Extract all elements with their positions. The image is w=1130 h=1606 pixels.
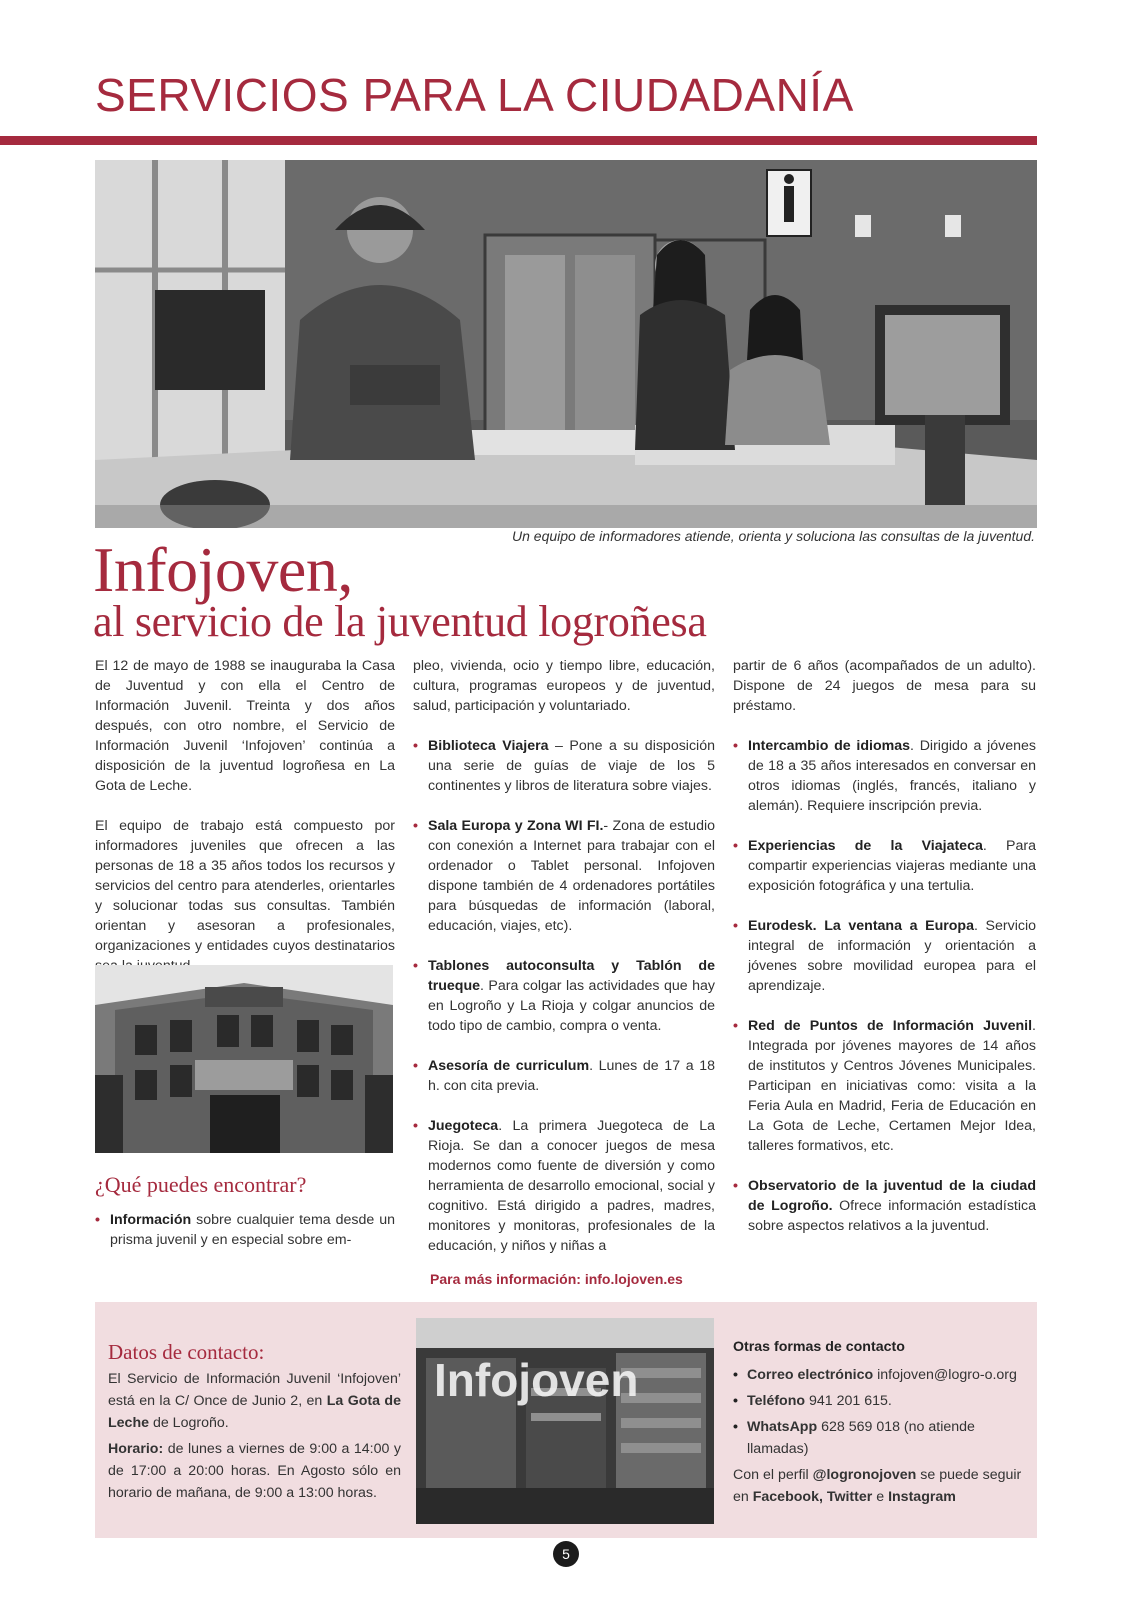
service-text: - Zona de estudio con conexión a Internet para trabajar con el ordenador o Tablet personal. Infojoven dispone también de 4 ordenadores portátiles para búsquedas de información (laboral, educación, viajes, etc).: [428, 818, 716, 934]
service-item: [413, 736, 715, 796]
social-text: [733, 1464, 1028, 1508]
social-instagram: Instagram: [888, 1489, 956, 1505]
social-networks: Facebook, Twitter: [752, 1489, 873, 1505]
service-item: [733, 1016, 1036, 1156]
service-item: [733, 916, 1036, 996]
headline-title: Infojoven,: [93, 534, 353, 605]
address-venue: La Gota de Leche: [108, 1393, 401, 1431]
section-title: SERVICIOS PARA LA CIUDADANÍA: [95, 69, 854, 121]
service-text: . La primera Juegoteca de La Rioja. Se dan a conocer juegos de mesa modernos como fuente de diversión y como herramienta de desarrollo emocional, social y cognitivo. Está dirigido a padres, madres, monitores y monitoras, profesionales de la educación, y niños y niñas a: [428, 1118, 715, 1254]
service-item: [413, 1116, 715, 1256]
social-handle[interactable]: @logronojoven: [812, 1467, 917, 1483]
service-text: . Para compartir experiencias viajeras mediante una exposición fotográfica y una tertulia.: [748, 838, 1036, 894]
shop-sign-text: Infojoven: [434, 1354, 639, 1406]
social-and: e: [872, 1489, 889, 1505]
service-text: . Servicio integral de información y orientación a jóvenes sobre movilidad europea para el aprendizaje.: [748, 918, 1036, 994]
more-info-link[interactable]: Para más información: info.lojoven.es: [430, 1271, 683, 1287]
continuation-text: partir de 6 años (acompañados de un adulto). Dispone de 24 juegos de mesa para su préstamo.: [733, 658, 1036, 714]
service-item: [413, 956, 715, 1036]
header-rule: [0, 136, 1037, 145]
contact-phone: [733, 1390, 1028, 1412]
service-text: . Lunes de 17 a 18 h. con cita previa.: [428, 1058, 715, 1094]
contact-value[interactable]: 941 201 615.: [805, 1393, 892, 1409]
service-text: . Integrada por jóvenes mayores de 14 años de institutos y Centros Jóvenes Municipales. Participan en iniciativas como: visita a la Feria Aula en Madrid, Feria de Educación en La Gota de Leche, Certamen Mejor Idea, talleres formativos, etc.: [748, 1018, 1036, 1154]
column-1-services: [95, 1210, 395, 1270]
contact-label: WhatsApp: [747, 1419, 818, 1435]
page-number: 5: [553, 1541, 579, 1567]
column-3: [733, 656, 1036, 1256]
contact-hours: [108, 1438, 401, 1504]
intro-paragraph: El equipo de trabajo está compuesto por informadores juveniles que ofrecen a las personas de 18 a 35 años todos los recursos y servicios del centro para atenderles, orientarles y solucionar todas sus consultas. También orientan y asesoran a profesionales, organizaciones y entidades cuyos destinatarios: [95, 818, 395, 954]
column-1: [95, 656, 395, 996]
address-text: El Servicio de Información Juvenil ‘Infojoven’ está en la C/ Once de Junio 2, en: [108, 1371, 401, 1409]
service-item: [733, 1176, 1036, 1236]
other-contact: [733, 1336, 1028, 1508]
photo-caption: Un equipo de informadores atiende, orienta y soluciona las consultas de la juventud.: [512, 528, 1035, 544]
service-text: . Para colgar las actividades que hay en Logroño y La Rioja y colgar anuncios de todo tipo de cambio, compra o venta.: [428, 978, 715, 1034]
contact-whatsapp: [733, 1416, 1028, 1460]
infojoven-office-photo: [416, 1318, 714, 1524]
contact-title: Datos de contacto:: [108, 1340, 265, 1364]
social-pre: Con el perfil: [733, 1467, 813, 1483]
service-name: Tablones autoconsulta y Tablón de trueque: [428, 958, 715, 994]
service-name: Observatorio de la juventud de la ciudad de Logroño.: [748, 1178, 1036, 1214]
hours-label: Horario:: [108, 1441, 164, 1457]
service-item: [733, 836, 1036, 896]
headline-subtitle: al servicio de la juventud logroñesa: [93, 597, 707, 646]
team-photo: [95, 160, 1037, 528]
service-name: Biblioteca Viajera: [428, 738, 549, 754]
social-mid: se puede seguir en: [733, 1467, 1022, 1505]
service-item: [413, 816, 715, 936]
service-text: Ofrece información estadística sobre aspectos relativos a la juventud.: [748, 1198, 1036, 1234]
service-item: [413, 1056, 715, 1096]
contact-address: [108, 1368, 401, 1434]
contact-value[interactable]: infojoven@logro-o.org: [873, 1367, 1017, 1383]
intro-paragraph: El 12 de mayo de 1988 se inauguraba la Casa de Juventud y con ella el Centro de Información Juvenil. Treinta y dos años después, con otro nombre, el Servicio de Información Juvenil ‘Infojoven’ continúa a disposición de la juventud logroñesa en La Gota de Leche.: [95, 658, 395, 794]
service-item: [95, 1210, 395, 1250]
contact-label: Teléfono: [747, 1393, 806, 1409]
building-photo: [95, 965, 393, 1153]
other-contact-title: Otras formas de contacto: [733, 1339, 905, 1355]
service-item: [733, 736, 1036, 816]
service-text: sobre cualquier tema desde un prisma juvenil y en especial sobre em-: [110, 1212, 395, 1248]
service-name: Red de Puntos de Información Juvenil: [748, 1018, 1033, 1034]
continuation-text: pleo, vivienda, ocio y tiempo libre, educación, cultura, programas europeos y de juventud, salud, participación y voluntariado.: [413, 658, 715, 714]
service-name: Experiencias de la Viajateca: [748, 838, 983, 854]
address-city: de Logroño.: [149, 1415, 229, 1431]
contact-email: [733, 1364, 1028, 1386]
services-subhead: ¿Qué puedes encontrar?: [95, 1172, 307, 1197]
service-name: Asesoría de curriculum: [428, 1058, 590, 1074]
service-name: Juegoteca: [428, 1118, 499, 1134]
service-name: Intercambio de idiomas: [748, 738, 911, 754]
contact-label: Correo electrónico: [747, 1367, 874, 1383]
column-2: [413, 656, 715, 1276]
contact-value[interactable]: 628 569 018 (no atiende llamadas): [747, 1419, 975, 1457]
service-text: . Dirigido a jóvenes de 18 a 35 años interesados en conversar en otros idiomas (inglés, francés, italiano y alemán). Requiere inscripción previa.: [748, 738, 1037, 814]
service-name: Información: [110, 1212, 192, 1228]
hours-text: de lunes a viernes de 9:00 a 14:00 y de 17:00 a 20:00 horas. En Agosto sólo en horario de mañana, de 9:00 a 13:00 horas.: [108, 1441, 401, 1501]
service-text: – Pone a su disposición una serie de guías de viaje de los 5 continentes y libros de literatura sobre viajes.: [428, 738, 715, 794]
service-name: Sala Europa y Zona WI FI.: [428, 818, 604, 834]
contact-details: [108, 1368, 401, 1508]
service-name: Eurodesk. La ventana a Europa: [748, 918, 974, 934]
